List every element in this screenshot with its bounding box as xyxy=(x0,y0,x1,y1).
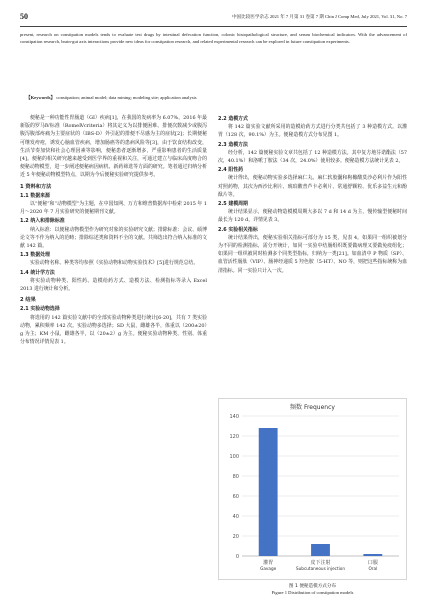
x-tick-label-en: Oral xyxy=(368,566,378,571)
section-heading: 2 结果 xyxy=(20,297,36,304)
section-heading: 2.5 建模周期 xyxy=(218,201,248,208)
y-tick-label: 20 xyxy=(232,533,239,540)
bar xyxy=(259,428,278,556)
section-heading: 2.6 实验相关指标 xyxy=(218,226,258,233)
section-heading: 2.3 造模方法 xyxy=(218,141,248,148)
figure-caption-cn: 图 1 便秘造模方式分布 xyxy=(288,584,337,589)
section-heading: 1 资料和方法 xyxy=(20,183,52,190)
section-paragraph: 纳入标准：以便秘动物模型作为研究对象的实验研究文献；排除标准：会议、硕博论文等不作为纳入的范畴；排除综述类和资料不全的文献。共筛选出符合纳入标准的文献 142 篇。 xyxy=(20,226,207,250)
keywords-label: 【Keywords】 xyxy=(26,95,56,100)
section-paragraph: 经分析，142 篇便秘实验文章共包括了 12 种造模方法。其中复方地芬诺酯法（57 次，40.1%）和洛哌丁胺法（34 次，24.0%）使用较多。便秘造模方法统计见表 2。 xyxy=(218,149,407,165)
x-tick-label: 灌胃 xyxy=(263,560,274,566)
bar xyxy=(311,544,330,556)
y-tick-label: 100 xyxy=(229,453,239,460)
section-paragraph: 将实验动物种类、阳性药、造模给药方式、造模方法、检测指标等录入 Excel 2013 进行统计和分析。 xyxy=(20,277,207,293)
left-sections xyxy=(20,183,207,347)
section-heading: 2.4 阳性药 xyxy=(218,167,244,174)
x-tick-label-en: Subcutaneous injection xyxy=(296,566,345,571)
y-tick-label: 140 xyxy=(229,413,239,420)
keywords xyxy=(26,94,407,101)
intro-paragraph: 便秘是一种功能性胃肠道（GI）疾病[1]，在我国的发病率为 6.07%，2016 年最新版的罗马Ⅳ标准（RomeⅣcriteria）将其定义为以排便困难、排便次数减少或腹泻腹泻腹部疼痛为主要症状的（IBS-D）外引起的排便不尽感为主的症状[2]；长期便秘可继发痔疮，诱发心脑血管疾病，增加肠癌等的患病风险等[3]，由于饮食结构改变，生活节奏加快和社会心理因素等影响，便秘患者逐渐增多，严重影响患者的生活质量[4]。便秘的相关研究越来越受到医学界的重视和关注，可通过建立与临床高度吻合的便秘动物模型，进一步阐述便秘病因病机、新药筛选等方面的研究。笔者通过归纳分析近 5 年便秘动物模型特点，以期为今后便秘实验研究提供参考。 xyxy=(20,115,207,179)
abstract-text: present, research on constipation models tends to evaluate test drugs by intestinal defecation function, colonic histopathological structure, and serum biochemical indicators. With the advancement of constipation research, brain-gut axis interactions provide new ideas for constipation research, and related experimental research can be explored in future constipation experiments. xyxy=(20,32,407,44)
y-tick-label: 0 xyxy=(235,553,239,560)
x-tick-label: 口服 xyxy=(367,560,378,566)
section-heading: 1.4 统计学方法 xyxy=(20,269,55,276)
section-heading: 2.1 实验动物选择 xyxy=(20,306,60,313)
bar xyxy=(363,554,382,556)
y-tick-label: 60 xyxy=(232,493,239,500)
section-paragraph: 统计得出，便秘动物实验多选择麻仁丸、麻仁软胶囊和枸橼酸莫沙必利片作为阳性对照药物，其次为西沙比利片、琥珀酸普芦卡必利片、常通舒颗粒、优乐多益生元和酚酞片等。 xyxy=(218,175,407,198)
y-tick-label: 80 xyxy=(232,473,239,480)
section-heading: 2.2 造模方式 xyxy=(218,116,248,122)
section-paragraph: 将选用的 142 篇实验文献中的全部实验动物种类进行统计[6-20]，共有 7 类实验动物，累积频率 142 次。实验动物多选择；SD 大鼠，雌雄各半，体重以（200±20）g 为主；KM 小鼠，雌雄各半，以（20±2）g 为主。便秘实验动物种类、性别、体重分布情况详情见表 1。 xyxy=(20,314,207,346)
page-number: 50 xyxy=(20,12,28,21)
figure-caption-en: Figure 1 Distribution of constipation models xyxy=(271,590,354,595)
y-tick-label: 120 xyxy=(229,433,239,440)
journal-title: 中国比较医学杂志 2021 年 7 月第 31 卷第 7 期 Chin J Comp Med, July 2021, Vol. 31, No. 7 xyxy=(231,14,407,19)
x-tick-label-en: Gavage xyxy=(260,566,277,571)
section-paragraph: 实验动物名称、种类等均参照《实验动物和动物实验技术》[5]进行规范总结。 xyxy=(30,260,199,267)
section-paragraph: 统计结果显示，便秘动物造模模周期大多以 7 d 和 14 d 为主，慢传输型便秘时间最长为 120 d，详情见表 3。 xyxy=(218,209,407,224)
keywords-text: constipation; animal model; data mining; modeling site; application analysis xyxy=(56,95,197,100)
left-column xyxy=(20,114,207,346)
chart-title: 频数 Frequency xyxy=(290,404,335,411)
section-paragraph: 将 142 篇实验文献所采用的造模给药方式进行分类共包括了 3 种造模方式。以灌胃（128 次，90.1%）为主。便秘造模方式分布见图 1。 xyxy=(218,124,407,139)
figure-caption xyxy=(218,584,407,596)
section-paragraph: 统计结果得出，便秘实验相关指标可部分为 15 类，见表 4。如果同一组织被划分为不同的检测指标，需分开统计，如同一实验中结肠组织既要做病理又要做免疫组化；如果同一组织被同时检测多个同类型指标，归纳为一类[21]。如血清中 P 物质（SP）、血管活性肠肽（VIP）、肠神经递质 5 羟色胺（5-HT）、NO 等，则把这些指标统称为血清指标。同一实验只计入一次。 xyxy=(218,234,407,274)
bar-chart xyxy=(218,398,407,580)
right-column xyxy=(218,114,407,275)
x-tick-label: 皮下注射 xyxy=(310,560,331,566)
y-tick-label: 40 xyxy=(232,513,239,520)
section-heading: 1.1 数据来源 xyxy=(20,192,50,199)
section-heading: 1.2 纳入和排除标准 xyxy=(20,218,65,225)
section-heading: 1.3 数据处理 xyxy=(20,252,50,259)
running-header xyxy=(20,12,407,27)
right-sections xyxy=(218,115,407,275)
section-paragraph: 以“便秘”和“动物模型”为主题，在中国知网、万方和维普数据库中检索 2015 年 1 月～2020 年 7 月实验研究的便秘期刊文献。 xyxy=(20,201,207,216)
